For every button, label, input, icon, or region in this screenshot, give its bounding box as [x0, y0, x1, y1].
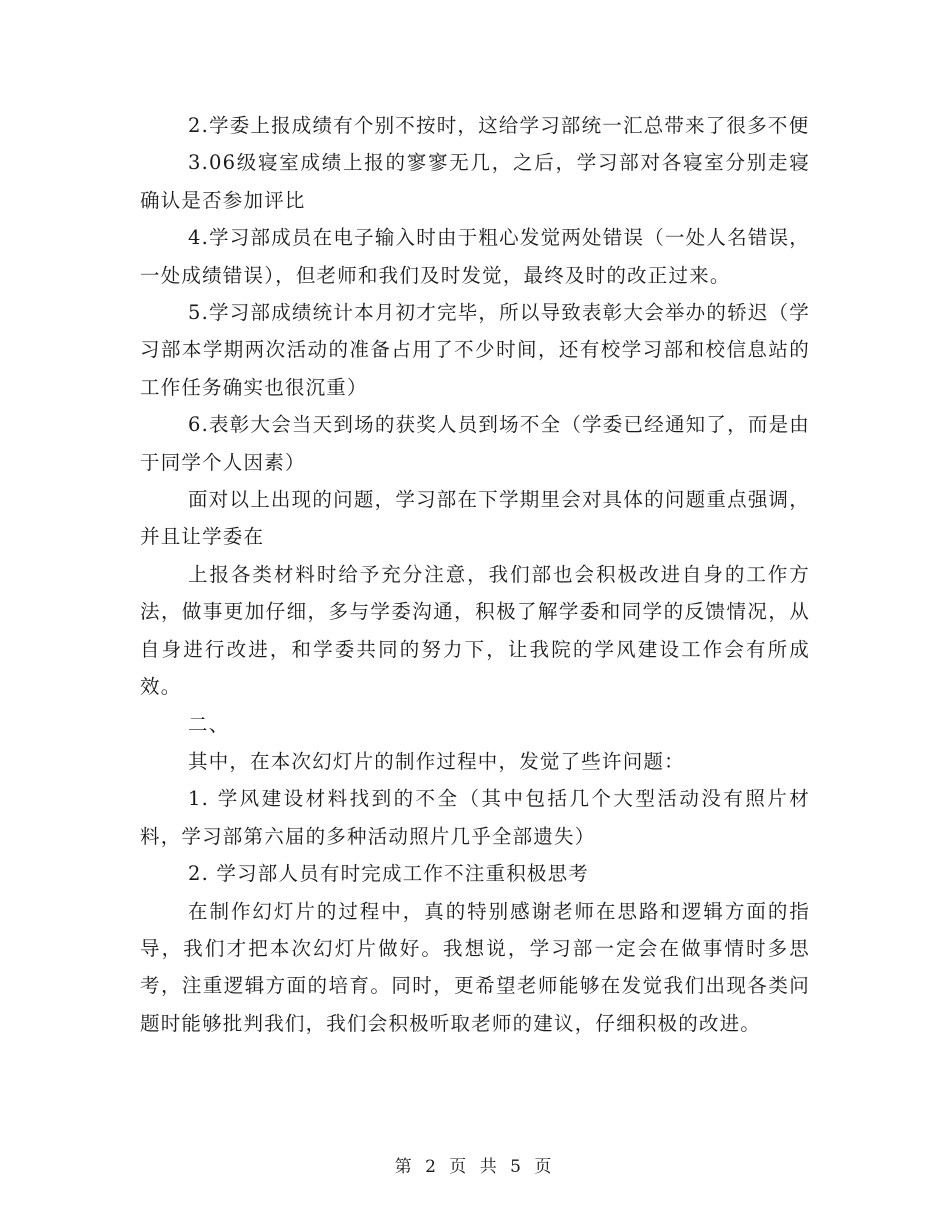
paragraph-2: 3.06级寝室成绩上报的寥寥无几，之后，学习部对各寝室分别走寝确认是否参加评比	[140, 151, 810, 212]
paragraph-1: 2.学委上报成绩有个别不按时，这给学习部统一汇总带来了很多不便	[188, 114, 810, 137]
paragraph-3: 4.学习部成员在电子输入时由于粗心发觉两处错误（一处人名错误，一处成绩错误），但老师和我们及时发觉，最终及时的改正过来。	[140, 226, 810, 287]
paragraph-5: 6.表彰大会当天到场的获奖人员到场不全（学委已经通知了，而是由于同学个人因素）	[140, 413, 810, 474]
document-body	[140, 107, 810, 1042]
section-heading: 二、	[188, 712, 230, 736]
paragraph-10: 1. 学风建设材料找到的不全（其中包括几个大型活动没有照片材料，学习部第六届的多种活动照片几乎全部遗失）	[140, 787, 810, 848]
paragraph-9: 其中，在本次幻灯片的制作过程中，发觉了些许问题：	[188, 749, 685, 773]
paragraph-4: 5.学习部成绩统计本月初才完毕，所以导致表彰大会举办的轿迟（学习部本学期两次活动的准备占用了不少时间，还有校学习部和校信息站的工作任务确实也很沉重）	[140, 301, 810, 399]
paragraph-7: 上报各类材料时给予充分注意，我们部也会积极改进自身的工作方法，做事更加仔细，多与学委沟通，积极了解学委和同学的反馈情况，从自身进行改进，和学委共同的努力下，让我院的学风建设工作会有所成效。	[140, 562, 810, 699]
paragraph-12: 在制作幻灯片的过程中，真的特别感谢老师在思路和逻辑方面的指导，我们才把本次幻灯片做好。我想说，学习部一定会在做事情时多思考，注重逻辑方面的培育。同时，更希望老师能够在发觉我们出现各类问题时能够批判我们，我们会积极听取老师的建议，仔细积极的改进。	[140, 899, 810, 1035]
paragraph-11: 2. 学习部人员有时完成工作不注重积极思考	[188, 862, 590, 886]
page-footer: 第 2 页 共 5 页	[394, 1157, 556, 1177]
paragraph-6: 面对以上出现的问题，学习部在下学期里会对具体的问题重点强调，并且让学委在	[140, 488, 810, 549]
